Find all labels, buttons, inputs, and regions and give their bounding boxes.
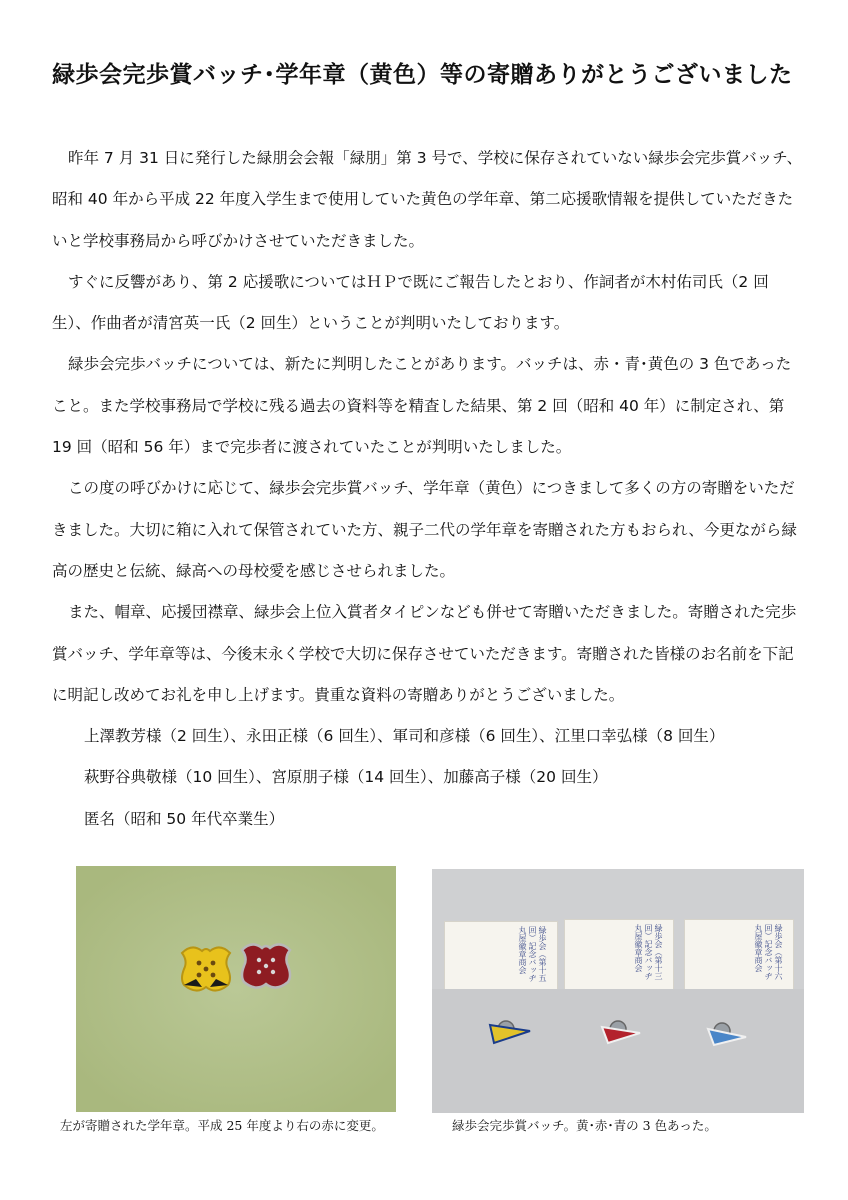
figure-caption: 左が寄贈された学年章。平成 25 年度より右の赤に変更。 — [60, 1118, 384, 1133]
donor-line: 萩野谷典敬様（10 回生）、宮原朋子様（14 回生）、加藤高子様（20 回生） — [84, 768, 608, 787]
box-label: 緑歩会（第十三回）記念バッヂ 丸屋徽章商会 — [634, 924, 663, 980]
box-label: 緑歩会（第十五回）記念バッヂ 丸屋徽章商会 — [518, 926, 547, 982]
photo-year-badges — [76, 866, 396, 1112]
pennant-badges-illustration — [432, 869, 804, 1113]
paragraph: 緑歩会完歩バッチについては、新たに判明したことがあります。バッチは、赤・青･黄色の 3 色であったこと。また学校事務局で学校に残る過去の資料等を精査した結果、第 2 回（昭和 40 年）に制定され、第 19 回（昭和 56 年）まで完歩者に渡されていたことが判明いたしました。 — [52, 355, 792, 457]
box-label: 緑歩会（第十六回）記念バッヂ 丸屋徽章商会 — [754, 924, 783, 980]
paragraph: この度の呼びかけに応じて、緑歩会完歩賞バッチ、学年章（黄色）につきまして多くの方の寄贈をいただきました。大切に箱に入れて保管されていた方、親子二代の学年章を寄贈された方もおられ、今更ながら緑高の歴史と伝統、緑高への母校愛を感じさせられました。 — [52, 479, 797, 580]
red-year-badge — [242, 944, 290, 987]
photo-completion-badges — [432, 869, 804, 1113]
page-title: 緑歩会完歩賞バッチ･学年章（黄色）等の寄贈ありがとうございました — [52, 62, 793, 88]
article-body — [52, 138, 804, 840]
paragraph: 昨年 7 月 31 日に発行した緑朋会会報「緑朋」第 3 号で、学校に保存されていない緑歩会完歩賞バッチ、昭和 40 年から平成 22 年度入学生まで使用していた黄色の学年章、第二応援歌情報を提供していただきたいと学校事務局から呼びかけさせていただきました。 — [52, 149, 803, 250]
year-badges-illustration — [76, 866, 396, 1112]
figure-caption: 緑歩会完歩賞バッチ。黄･赤･青の 3 色あった。 — [452, 1118, 717, 1133]
paragraph: すぐに反響があり、第 2 応援歌についてはＨＰで既にご報告したとおり、作詞者が木村佑司氏（2 回生）、作曲者が清宮英一氏（2 回生）ということが判明いたしております。 — [52, 272, 769, 333]
paragraph: また、帽章、応援団襟章、緑歩会上位入賞者タイピンなども併せて寄贈いただきました。寄贈された完歩賞バッチ、学年章等は、今後末永く学校で大切に保存させていただきます。寄贈された皆様のお名前を下記に明記し改めてお礼を申し上げます。貴重な資料の寄贈ありがとうございました。 — [52, 603, 797, 704]
donor-line: 上澤教芳様（2 回生）、永田正様（6 回生）、軍司和彦様（6 回生）、江里口幸弘様（8 回生） — [84, 727, 725, 746]
yellow-year-badge — [182, 947, 230, 990]
donor-line: 匿名（昭和 50 年代卒業生） — [84, 809, 285, 828]
